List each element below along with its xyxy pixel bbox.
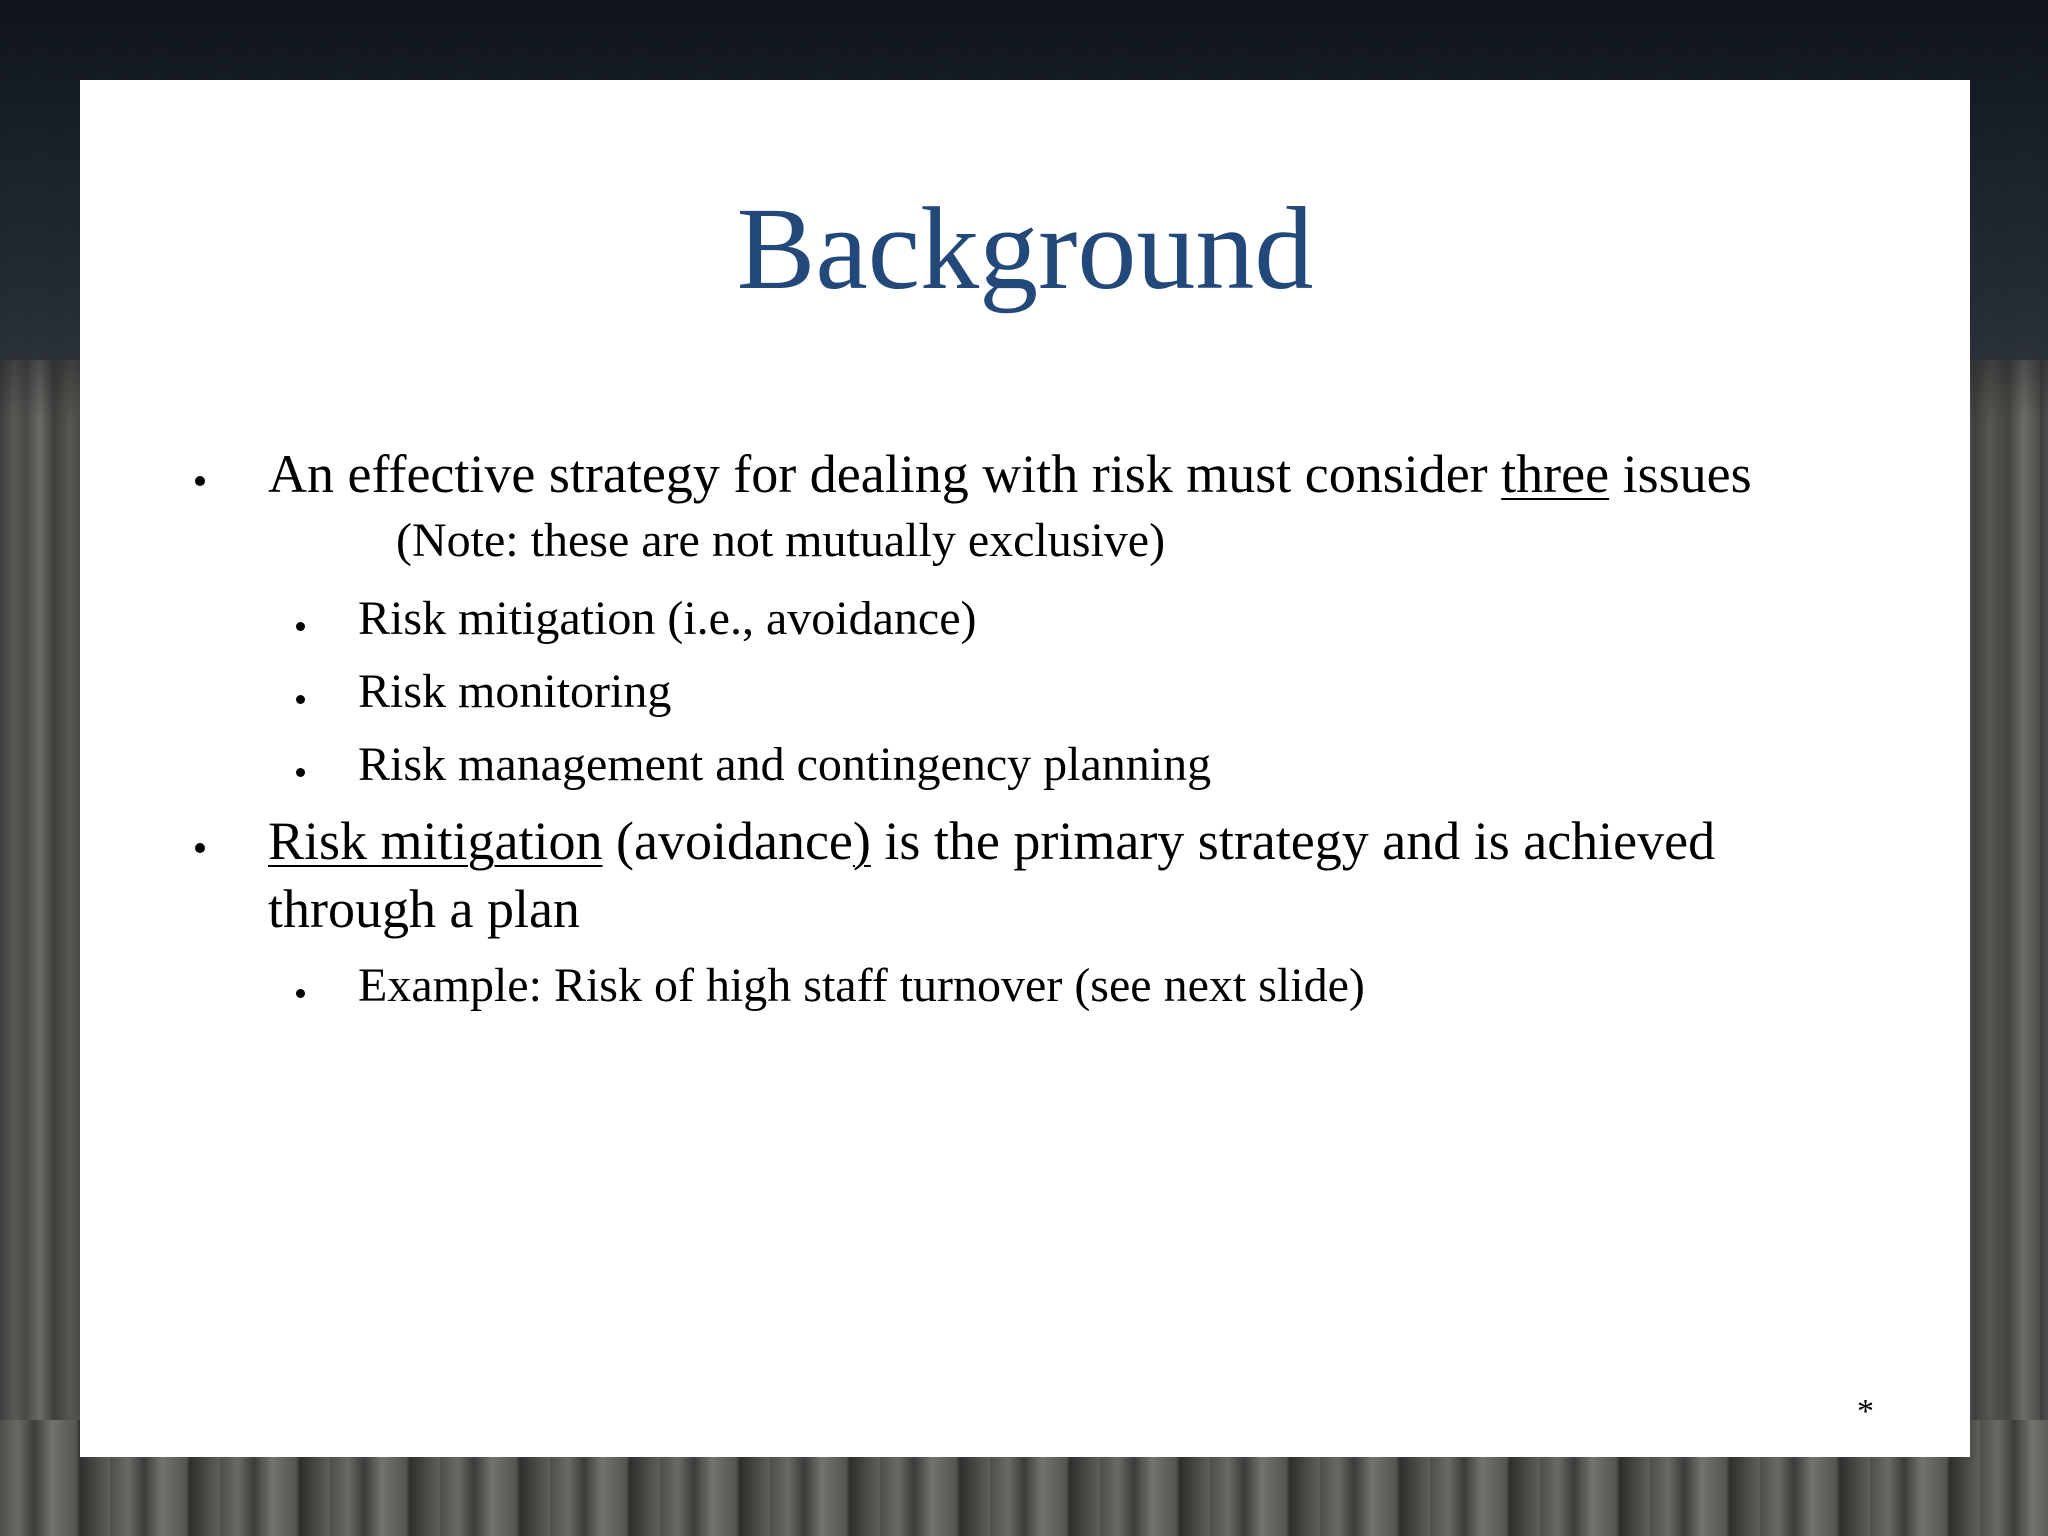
slide-panel	[80, 80, 1970, 1457]
bullet-2-continuation: through a plan	[268, 879, 580, 939]
subitem-risk-mitigation: Risk mitigation (i.e., avoidance)	[358, 592, 977, 645]
bullet-1-text	[268, 444, 1752, 504]
bullet-dot	[296, 768, 305, 777]
bullet-2-emphasis-risk-mitigation: Risk mitigation	[268, 811, 603, 871]
slide-content	[80, 80, 1970, 1457]
bullet-1-part-1: An effective strategy for dealing with risk must consider	[268, 444, 1502, 504]
bullet-2-part-4: is the primary strategy and is achieved	[870, 811, 1716, 871]
bullet-2-part-3: )	[852, 811, 871, 871]
bullet-1-emphasis-three: three	[1501, 444, 1610, 504]
slide-title: Background	[736, 183, 1314, 314]
bullet-2-text	[268, 811, 1716, 871]
bullet-dot	[195, 476, 205, 486]
subitem-risk-management: Risk management and contingency planning	[358, 738, 1212, 791]
bullet-dot	[296, 622, 305, 631]
bullet-2-part-2: (avoidance	[602, 811, 853, 871]
bullet-dot	[195, 843, 205, 853]
bullet-1-part-3: issues	[1609, 444, 1752, 504]
bullet-dot	[296, 695, 305, 704]
footer-asterisk: *	[1857, 1393, 1874, 1430]
bullet-dot	[296, 989, 305, 998]
subitem-risk-monitoring: Risk monitoring	[358, 665, 672, 718]
bullet-1-note: (Note: these are not mutually exclusive)	[396, 514, 1166, 567]
subitem-example: Example: Risk of high staff turnover (see next slide)	[358, 959, 1365, 1012]
